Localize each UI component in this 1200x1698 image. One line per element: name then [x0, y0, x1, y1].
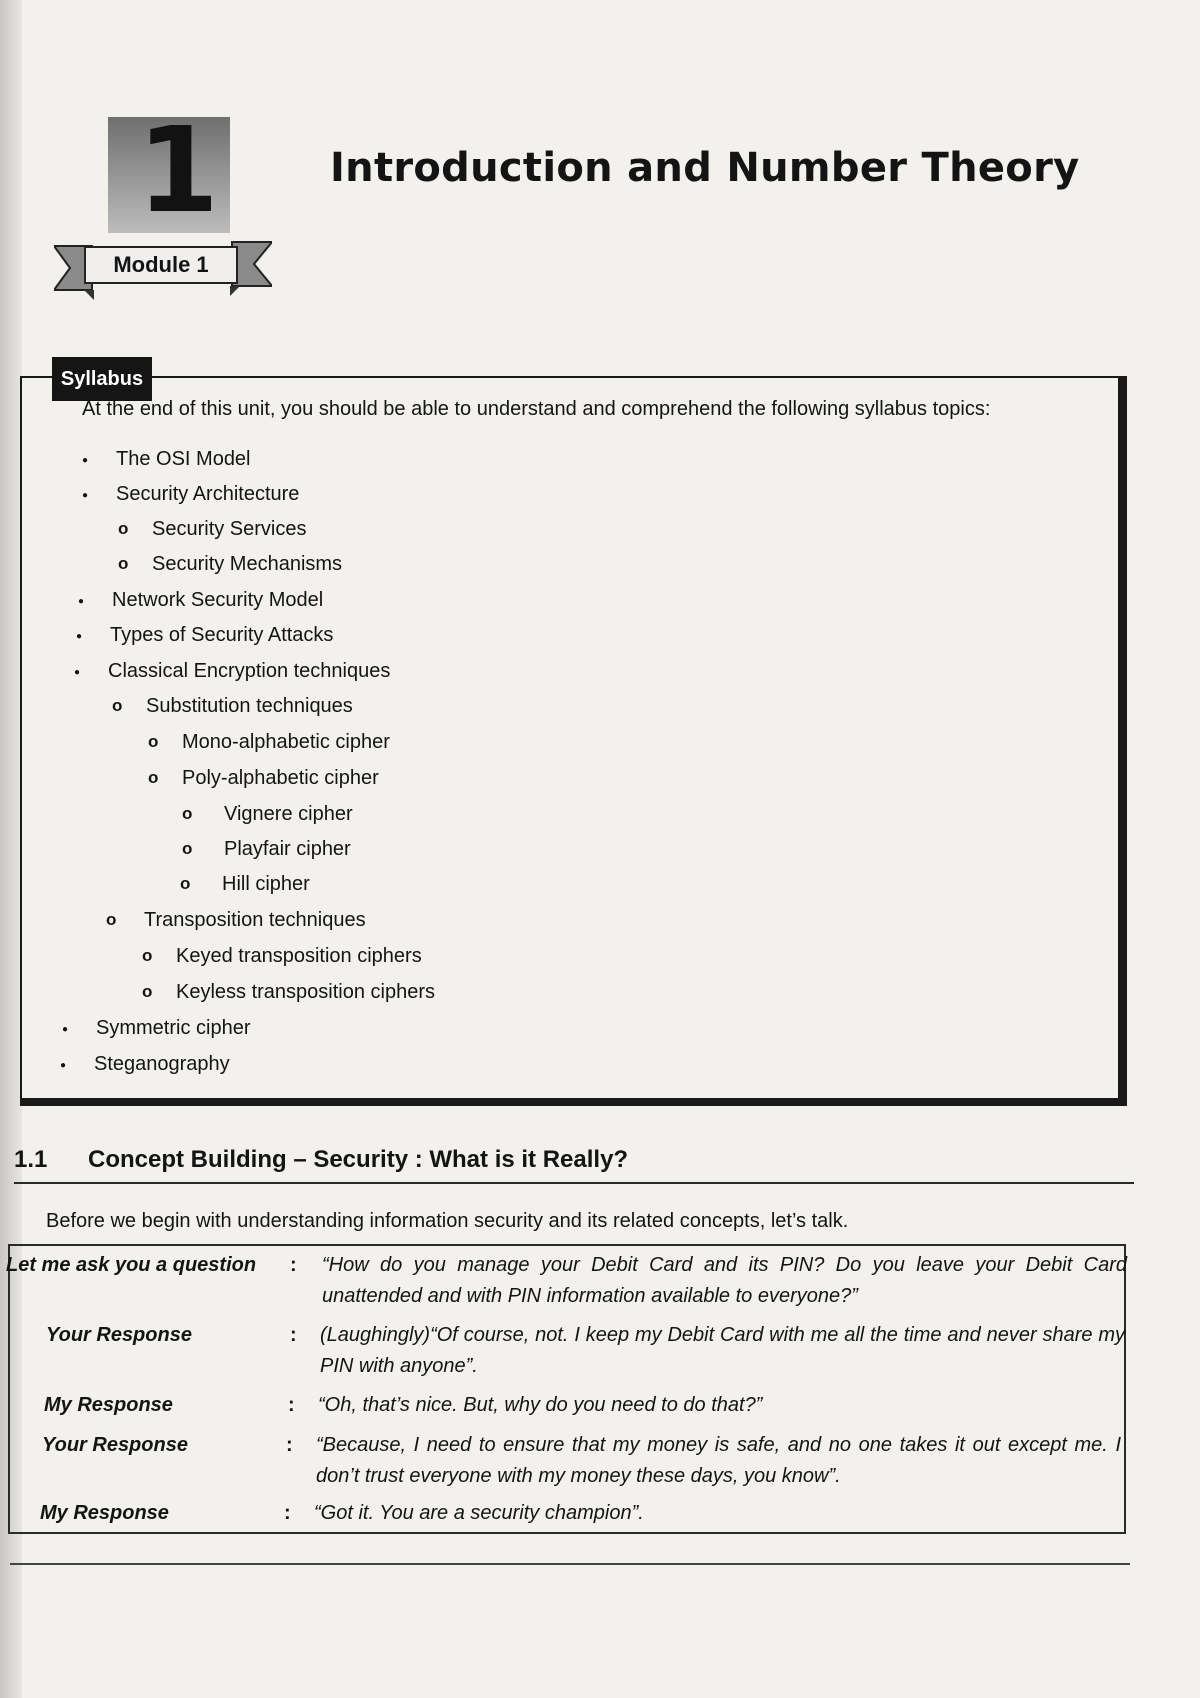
syllabus-item-label: Poly-alphabetic cipher: [182, 766, 379, 789]
dialogue-text: “Oh, that’s nice. But, why do you need to do that?”: [318, 1394, 763, 1416]
dialogue-speaker: My Response: [40, 1502, 169, 1524]
dialogue-separator: :: [288, 1394, 295, 1416]
dialogue-text: “Got it. You are a security champion”.: [314, 1502, 644, 1524]
syllabus-item-label: Security Architecture: [116, 482, 300, 505]
dialogue-speaker: My Response: [44, 1394, 173, 1416]
chapter-number: 1: [136, 101, 220, 239]
syllabus-item-label: Types of Security Attacks: [110, 623, 334, 646]
syllabus-item-label: Steganography: [94, 1052, 230, 1075]
syllabus-item-label: Hill cipher: [222, 872, 310, 895]
dialogue-separator: :: [290, 1324, 297, 1346]
syllabus-item-label: Playfair cipher: [224, 837, 351, 860]
section-heading: [14, 1140, 1134, 1184]
syllabus-item-label: Keyless transposition ciphers: [176, 980, 436, 1003]
dialogue-text: “How do you manage your Debit Card and its PIN? Do you leave your Debit Card unattended and with PIN information available to everyone?”: [322, 1254, 1127, 1307]
module-label: Module 1: [84, 246, 238, 284]
syllabus-item-label: Transposition techniques: [144, 908, 366, 931]
syllabus-intro: At the end of this unit, you should be able to understand and comprehend the following syllabus topics:: [82, 398, 991, 420]
section-intro: Before we begin with understanding information security and its related concepts, let’s talk.: [46, 1210, 849, 1232]
syllabus-item-label: Security Mechanisms: [152, 552, 343, 575]
dialogue-separator: :: [290, 1254, 297, 1276]
section-title: Concept Building – Security : What is it Really?: [88, 1146, 629, 1173]
syllabus-item-label: Network Security Model: [112, 588, 324, 611]
bottom-divider: [10, 1563, 1130, 1565]
syllabus-item-label: Vignere cipher: [224, 802, 353, 825]
section-number: 1.1: [14, 1146, 48, 1173]
chapter-title: Introduction and Number Theory: [330, 145, 1080, 191]
dialogue-text: “Because, I need to ensure that my money is safe, and no one takes it out except me. I don’t trust everyone with my money these days, you know”.: [316, 1434, 1121, 1487]
syllabus-item-label: Security Services: [152, 517, 307, 540]
dialogue-separator: :: [284, 1502, 291, 1524]
syllabus-item-label: Keyed transposition ciphers: [176, 944, 422, 967]
dialogue-speaker: Your Response: [46, 1324, 192, 1346]
syllabus-item-label: The OSI Model: [116, 447, 251, 470]
syllabus-item-label: Classical Encryption techniques: [108, 659, 391, 682]
syllabus-box: [20, 376, 1127, 1106]
dialogue-text: (Laughingly)“Of course, not. I keep my Debit Card with me all the time and never share my PIN with anyone”.: [320, 1324, 1125, 1377]
syllabus-item-label: Symmetric cipher: [96, 1016, 251, 1039]
dialogue-separator: :: [286, 1434, 293, 1456]
syllabus-item-label: Substitution techniques: [146, 694, 353, 717]
syllabus-tab: Syllabus: [52, 357, 152, 401]
dialogue-speaker: Let me ask you a question: [6, 1254, 257, 1276]
syllabus-item-label: Mono-alphabetic cipher: [182, 730, 390, 753]
dialogue-speaker: Your Response: [42, 1434, 188, 1456]
